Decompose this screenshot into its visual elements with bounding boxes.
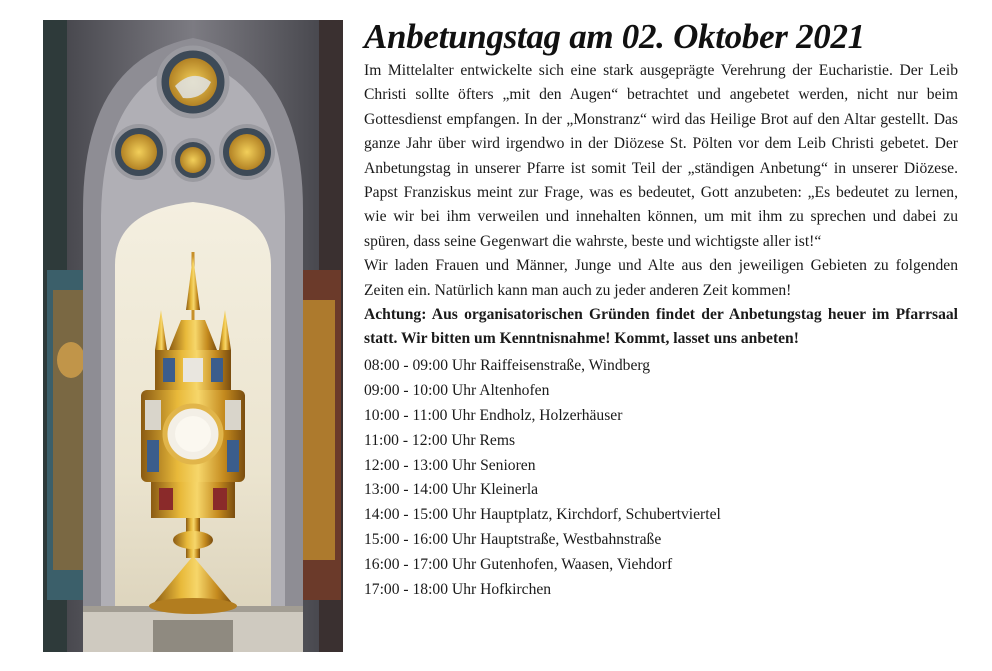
schedule-item: 14:00 - 15:00 Uhr Hauptplatz, Kirchdorf, Schubertviertel xyxy=(364,506,721,524)
schedule-item: 10:00 - 11:00 Uhr Endholz, Holzerhäuser xyxy=(364,406,623,424)
schedule-item: 15:00 - 16:00 Uhr Hauptstraße, Westbahnstraße xyxy=(364,531,662,549)
article xyxy=(364,18,958,603)
article-body xyxy=(364,59,958,352)
schedule-item: 17:00 - 18:00 Uhr Hofkirchen xyxy=(364,581,552,599)
monstrance-photo xyxy=(43,20,343,652)
invitation-paragraph: Wir laden Frauen und Männer, Junge und Alte aus den jeweiligen Gebieten zu folgenden Zeiten ein. Natürlich kann man auch zu jeder anderen Zeit kommen! xyxy=(364,257,958,299)
intro-paragraph: Im Mittelalter entwickelte sich eine stark ausgeprägte Verehrung der Eucharistie. Der Leib Christi sollte öfters „mit den Augen“ betrachtet und angebetet werden, nicht nur beim Gottesdienst empfangen. In der „Monstranz“ wird das Heilige Brot auf den Altar gestellt. Das ganze Jahr über wird irgendwo in der Diözese St. Pölten vor dem Leib Christi gebetet. Der Anbetungstag in unserer Pfarre ist somit Teil der „ständigen Anbetung“ in unserer Diözese. Papst Franziskus meint zur Frage, was es bedeutet, Gott anzubeten: „Es bedeutet zu lernen, wie wir bei ihm verweilen und innehalten können, um mit ihm zu sprechen und dabei zu spüren, dass seine Gegenwart die wahrste, beste und wichtigste aller ist!“ xyxy=(364,62,958,250)
schedule-item: 16:00 - 17:00 Uhr Gutenhofen, Waasen, Viehdorf xyxy=(364,556,673,574)
schedule-item: 11:00 - 12:00 Uhr Rems xyxy=(364,431,516,449)
schedule-item: 09:00 - 10:00 Uhr Altenhofen xyxy=(364,381,550,399)
schedule-item: 12:00 - 13:00 Uhr Senioren xyxy=(364,456,536,474)
schedule-item: 08:00 - 09:00 Uhr Raiffeisenstraße, Windberg xyxy=(364,356,651,374)
notice-paragraph: Achtung: Aus organisatorischen Gründen findet der Anbetungstag heuer im Pfarrsaal statt. Wir bitten um Kenntnisnahme! Kommt, lasset uns anbeten! xyxy=(364,306,958,348)
schedule-list xyxy=(364,354,958,603)
monstrance-icon xyxy=(43,20,343,652)
schedule-item: 13:00 - 14:00 Uhr Kleinerla xyxy=(364,481,539,499)
article-title: Anbetungstag am 02. Oktober 2021 xyxy=(364,17,865,56)
